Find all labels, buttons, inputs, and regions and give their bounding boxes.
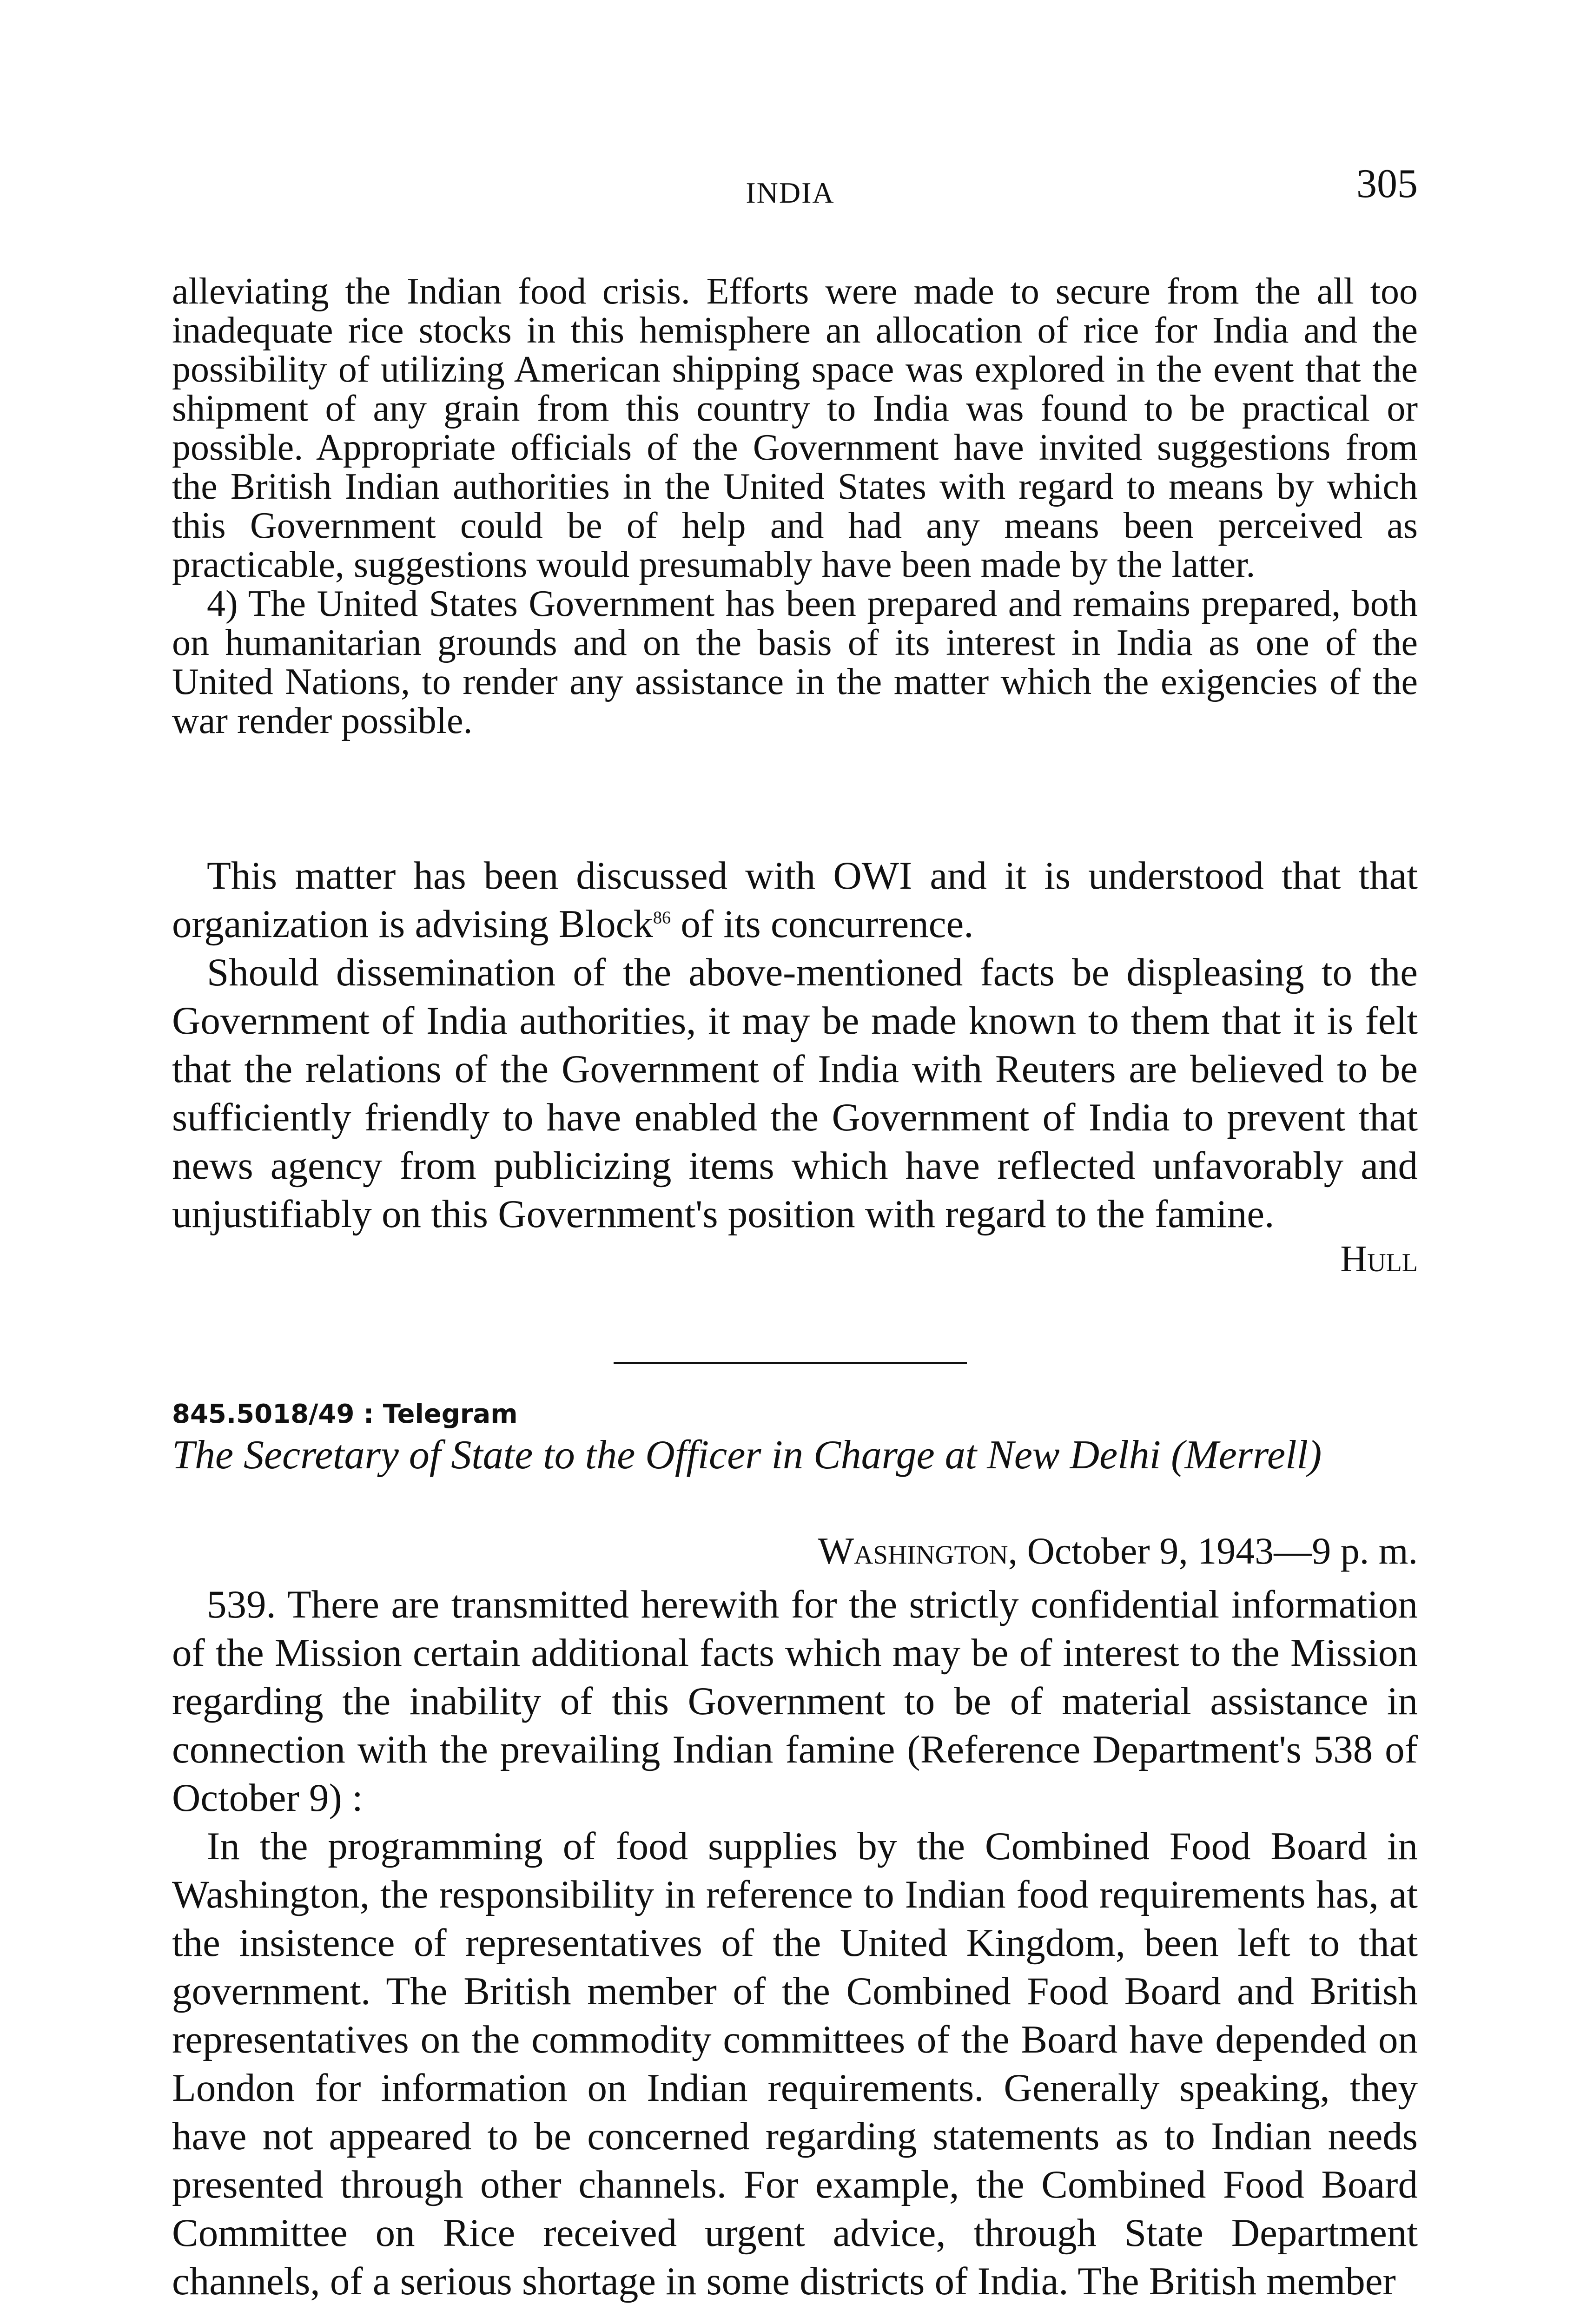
paragraph-continuation: alleviating the Indian food crisis. Efforts were made to secure from the all too inadequate rice stocks in this hemisphere an allocation of rice for India and the possibility of utilizing American shipping space was explored in the event that the shipment of any grain from this country to India was found to be practical or possible. Appropriate officials of the Government have invited suggestions from the British Indian authorities in the United States with regard to means by which this Government could be of help and had any means been perceived as practicable, suggestions would presumably have been made by the latter. xyxy=(172,271,1418,585)
dateline xyxy=(172,1529,1418,1573)
paragraph-539: 539. There are transmitted herewith for the strictly confidential information of the Mission certain additional facts which may be of interest to the Mission regarding the inability of this Government to be of material assistance in connection with the prevailing Indian famine (Reference Department's 538 of October 9) : xyxy=(172,1583,1418,1820)
paragraph-food-board: In the programming of food supplies by the Combined Food Board in Washington, the responsibility in reference to Indian food requirements has, at the insistence of representatives of the United Kingdom, been left to that government. The British member of the Combined Food Board and British representatives on the commodity committees of the Board have depended on London for information on Indian requirements. Generally speaking, they have not appeared to be concerned regarding statements as to Indian needs presented through other channels. For example, the Combined Food Board Committee on Rice received urgent advice, through State Department channels, of a serious shortage in some districts of India. The British member xyxy=(172,1824,1418,2303)
paragraph-owi-text: This matter has been discussed with OWI and it is understood that that organization is advising Block xyxy=(172,854,1418,946)
telegram-heading: The Secretary of State to the Officer in Charge at New Delhi (Merrell) xyxy=(172,1433,1322,1478)
footnote-ref: 86 xyxy=(653,908,671,928)
dateline-place: Washington xyxy=(818,1530,1008,1572)
running-title: INDIA xyxy=(746,176,835,209)
paragraph-point-4: 4) The United States Government has been prepared and remains prepared, both on humanitarian grounds and on the basis of its interest in India as one of the United Nations, to render any assistance in the matter which the exigencies of the war render possible. xyxy=(172,583,1418,741)
paragraph-owi xyxy=(172,852,1418,948)
signature: Hull xyxy=(1340,1239,1418,1280)
paragraph-reuters: Should dissemination of the above-mentioned facts be displeasing to the Government of India authorities, it may be made known to them that it is felt that the relations of the Government of India with Reuters are believed to be sufficiently friendly to have enabled the Government of India to prevent that news agency from publicizing items which have reflected unfavorably and unjustifiably on this Government's position with regard to the famine. xyxy=(172,951,1418,1236)
dateline-date: , October 9, 1943—9 p. m. xyxy=(1008,1530,1418,1572)
section-divider xyxy=(614,1362,967,1364)
document-id: 845.5018/49 : Telegram xyxy=(172,1399,518,1429)
telegram-body xyxy=(172,1580,1418,2305)
middle-section xyxy=(172,852,1418,1281)
page-number: 305 xyxy=(1356,161,1418,206)
top-section xyxy=(172,272,1418,740)
paragraph-owi-tail: of its concurrence. xyxy=(671,902,974,946)
